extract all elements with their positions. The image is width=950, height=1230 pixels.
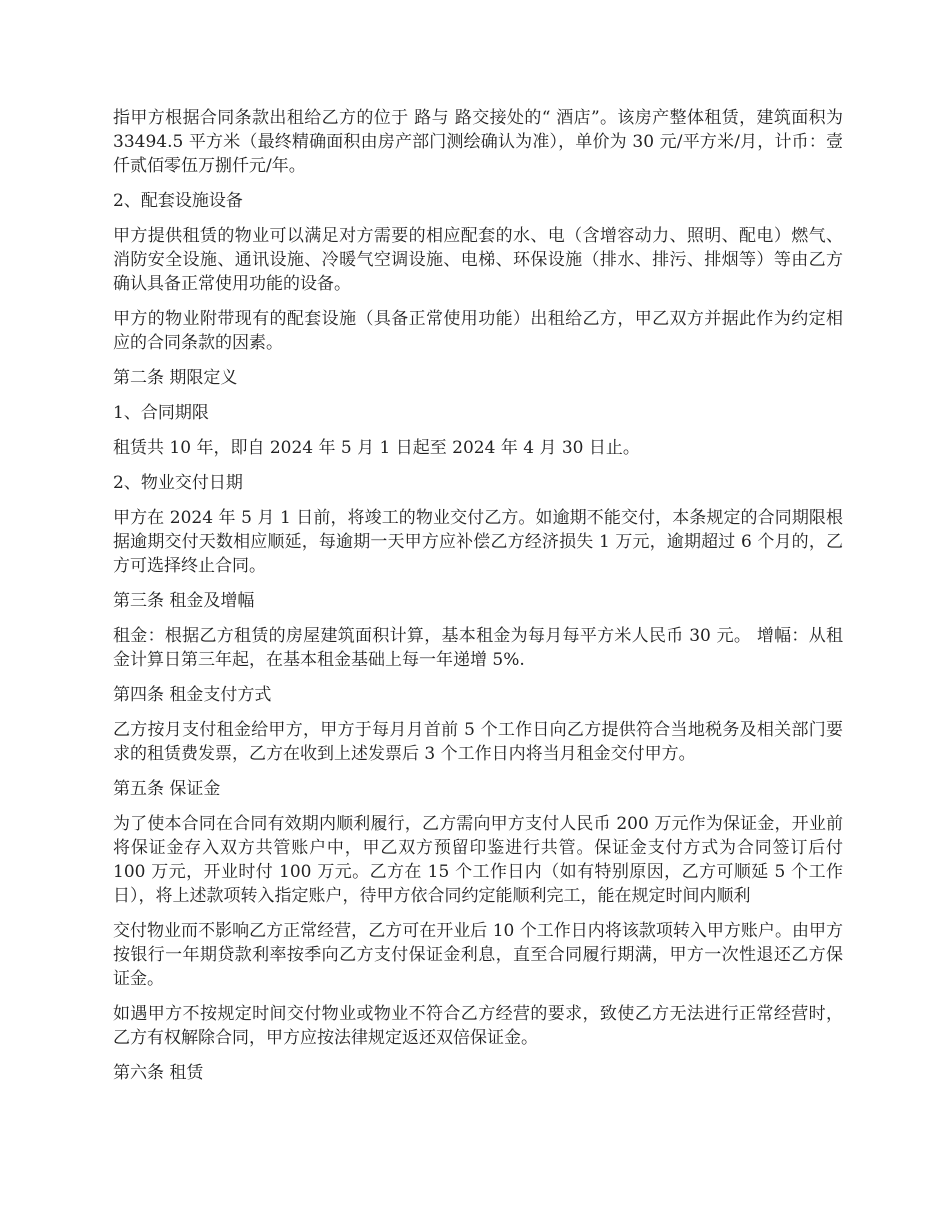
heading-article-3: 第三条 租金及增幅 — [113, 591, 255, 611]
paragraph-deposit: 为了使本合同在合同有效期内顺利履行，乙方需向甲方支付人民币 200 万元作为保证金，开业前将保证金存入双方共管账户中，甲乙双方预留印鉴进行共管。保证金支付方式为合同签订后付 100 万元，开业时付 100 万元。乙方在 15 个工作日内（如有特别原因，乙方可顺延 5 个工作日），将上述款项转入指定账户，待甲方依合同约定能顺利完工，能在规定时间内顺利 — [113, 814, 843, 906]
paragraph-property-description: 指甲方根据合同条款出租给乙方的位于 路与 路交接处的“ 酒店”。该房产整体租赁，建筑面积为 33494.5 平方米（最终精确面积由房产部门测绘确认为准），单价为 30 元/平方米/月，计币：壹仟贰佰零伍万捌仟元/年。 — [113, 108, 843, 176]
paragraph-deposit-refund: 如遇甲方不按规定时间交付物业或物业不符合乙方经营的要求，致使乙方无法进行正常经营时，乙方有权解除合同，甲方应按法律规定返还双倍保证金。 — [113, 1004, 843, 1048]
heading-article-4: 第四条 租金支付方式 — [113, 685, 272, 705]
heading-delivery-date: 2、物业交付日期 — [113, 473, 243, 493]
heading-article-5: 第五条 保证金 — [113, 779, 221, 799]
paragraph-rent-increase: 租金：根据乙方租赁的房屋建筑面积计算，基本租金为每月每平方米人民币 30 元。 增幅：从租金计算日第三年起，在基本租金基础上每一年递增 5%. — [113, 626, 843, 670]
paragraph-facilities-list: 甲方提供租赁的物业可以满足对方需要的相应配套的水、电（含增容动力、照明、配电）燃气、消防安全设施、通讯设施、冷暖气空调设施、电梯、环保设施（排水、排污、排烟等）等由乙方确认具备正常使用功能的设备。 — [113, 226, 843, 294]
document-page — [113, 106, 843, 1096]
heading-contract-term: 1、合同期限 — [113, 403, 209, 423]
paragraph-facilities-terms: 甲方的物业附带现有的配套设施（具备正常使用功能）出租给乙方，甲乙双方并据此作为约定相应的合同条款的因素。 — [113, 309, 843, 353]
paragraph-contract-term: 租赁共 10 年，即自 2024 年 5 月 1 日起至 2024 年 4 月 30 日止。 — [113, 438, 640, 458]
paragraph-delivery-date: 甲方在 2024 年 5 月 1 日前，将竣工的物业交付乙方。如逾期不能交付，本条规定的合同期限根据逾期交付天数相应顺延，每逾期一天甲方应补偿乙方经济损失 1 万元，逾期超过 6 个月的，乙方可选择终止合同。 — [113, 508, 843, 576]
paragraph-deposit-continued: 交付物业而不影响乙方正常经营，乙方可在开业后 10 个工作日内将该款项转入甲方账户。由甲方按银行一年期贷款利率按季向乙方支付保证金利息，直至合同履行期满，甲方一次性退还乙方保证金。 — [113, 921, 843, 989]
heading-article-2: 第二条 期限定义 — [113, 368, 238, 388]
heading-facilities: 2、配套设施设备 — [113, 191, 243, 211]
heading-article-6: 第六条 租赁 — [113, 1063, 204, 1083]
paragraph-payment-method: 乙方按月支付租金给甲方，甲方于每月月首前 5 个工作日向乙方提供符合当地税务及相关部门要求的租赁费发票，乙方在收到上述发票后 3 个工作日内将当月租金交付甲方。 — [113, 720, 843, 764]
